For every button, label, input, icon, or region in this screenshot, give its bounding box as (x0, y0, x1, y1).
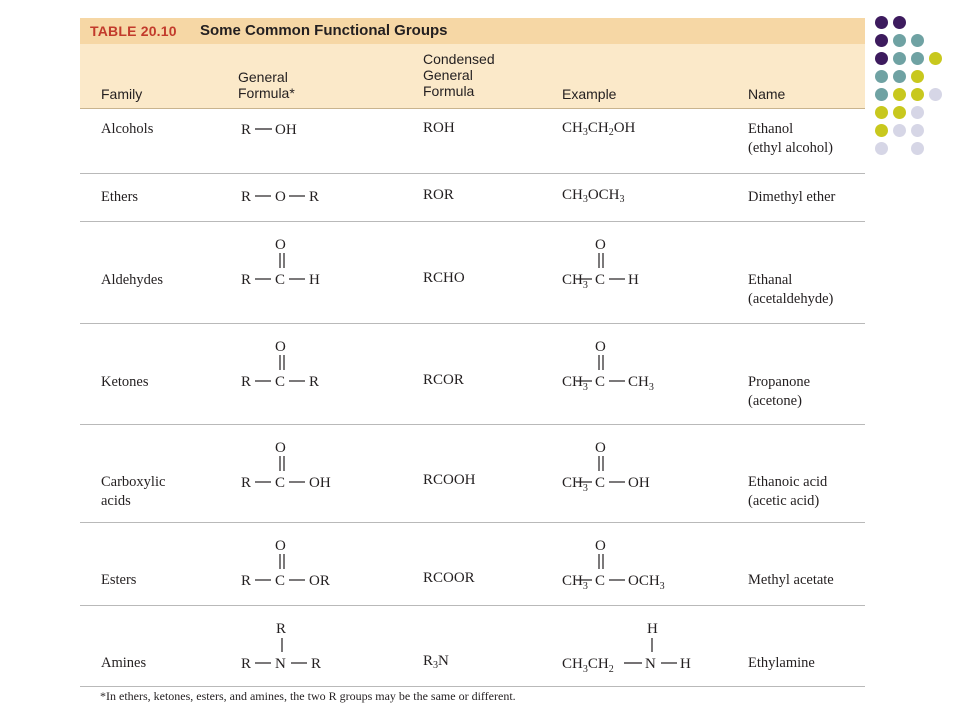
table-row (80, 425, 865, 523)
table-row (80, 222, 865, 324)
header-general-formula: General Formula* (238, 69, 295, 101)
dot (911, 106, 924, 119)
example-structure (560, 324, 730, 424)
svg-text:OH: OH (275, 122, 297, 138)
general-formula-structure (235, 425, 365, 521)
svg-text:OH: OH (628, 475, 650, 491)
svg-text:R: R (241, 573, 252, 589)
svg-text:C: C (595, 272, 606, 288)
svg-text:R: R (276, 621, 287, 637)
family-cell: Ketones (101, 374, 149, 390)
svg-text:H: H (680, 656, 691, 672)
header-example: Example (562, 86, 617, 102)
condensed-formula-cell: RCOOR (423, 570, 475, 586)
svg-text:R: R (241, 272, 252, 288)
svg-text:O: O (275, 339, 286, 355)
svg-text:R: R (241, 656, 252, 672)
dot (875, 52, 888, 65)
condensed-formula-cell: $R_3N$ (423, 653, 449, 671)
name-cell: Ethanal (acetaldehyde) (748, 272, 834, 307)
family-cell: Esters (101, 572, 137, 588)
example-formula: $CH_3OCH_3$ (562, 187, 625, 205)
dot (875, 70, 888, 83)
table-footnote: *In ethers, ketones, esters, and amines, the two R groups may be the same or different. (100, 689, 516, 703)
svg-text:N: N (275, 656, 286, 672)
general-formula-structure (235, 222, 355, 322)
svg-text:C: C (275, 374, 286, 390)
svg-text:R: R (241, 189, 252, 205)
table-number: TABLE 20.10 (90, 23, 177, 39)
dot (911, 34, 924, 47)
svg-text:R: R (241, 374, 252, 390)
general-formula-structure (235, 606, 365, 686)
svg-text:O: O (595, 440, 606, 456)
table-row (80, 174, 865, 222)
svg-text:O: O (595, 237, 606, 253)
decorative-dot-grid (870, 14, 960, 164)
condensed-formula-cell: ROH (423, 120, 455, 136)
svg-text:C: C (275, 272, 286, 288)
svg-text:O: O (275, 189, 286, 205)
svg-text:O: O (275, 237, 286, 253)
header-name: Name (748, 86, 786, 102)
dot (893, 106, 906, 119)
table-title-bar (80, 18, 865, 44)
condensed-formula-cell: ROR (423, 187, 454, 203)
dot (893, 70, 906, 83)
dot (875, 88, 888, 101)
name-cell: Ethylamine (748, 655, 815, 671)
general-formula-structure (235, 324, 355, 424)
svg-text:C: C (595, 573, 606, 589)
svg-text:OCH3: $OCH_3$ (628, 573, 665, 592)
svg-text:CH3: $CH_3$ (562, 374, 588, 393)
table-row (80, 523, 865, 606)
dot (875, 142, 888, 155)
svg-text:N: N (645, 656, 656, 672)
dot (893, 16, 906, 29)
svg-text:C: C (595, 475, 606, 491)
dot (929, 52, 942, 65)
svg-text:O: O (595, 339, 606, 355)
svg-text:OR: OR (309, 573, 330, 589)
svg-text:CH3: $CH_3$ (628, 374, 654, 393)
svg-text:R: R (311, 656, 322, 672)
dot (893, 34, 906, 47)
condensed-formula-cell: RCOOH (423, 472, 476, 488)
svg-text:R: R (309, 189, 320, 205)
name-cell: Ethanol (ethyl alcohol) (748, 121, 833, 156)
general-formula-structure (235, 174, 355, 220)
example-formula: $CH_3CH_2OH$ (562, 120, 636, 138)
condensed-formula-cell: RCOR (423, 372, 464, 388)
general-formula-structure (235, 108, 355, 172)
family-cell: Amines (101, 655, 147, 671)
dot (893, 124, 906, 137)
dot (911, 88, 924, 101)
svg-text:OH: OH (309, 475, 331, 491)
svg-text:O: O (595, 538, 606, 554)
svg-text:H: H (628, 272, 639, 288)
dot (875, 16, 888, 29)
name-cell: Dimethyl ether (748, 189, 836, 205)
svg-text:R: R (309, 374, 320, 390)
header-condensed-formula: Condensed General Formula (423, 51, 495, 99)
dot (875, 106, 888, 119)
family-cell: Aldehydes (101, 272, 164, 288)
family-cell: Carboxylic acids (101, 474, 166, 509)
dot (893, 88, 906, 101)
svg-text:C: C (275, 475, 286, 491)
general-formula-structure (235, 523, 365, 605)
svg-text:CH3: $CH_3$ (562, 272, 588, 291)
dot (911, 142, 924, 155)
dot (875, 34, 888, 47)
table-row (80, 606, 865, 687)
name-cell: Methyl acetate (748, 572, 834, 588)
name-cell: Ethanoic acid (acetic acid) (748, 474, 828, 509)
table-row (80, 108, 865, 174)
dot (911, 52, 924, 65)
table-row (80, 324, 865, 425)
dot (911, 70, 924, 83)
svg-text:H: H (647, 621, 658, 637)
dot (893, 52, 906, 65)
dot (929, 88, 942, 101)
dot (911, 124, 924, 137)
example-structure (560, 425, 730, 521)
name-cell: Propanone (acetone) (748, 374, 811, 409)
condensed-formula-cell: RCHO (423, 270, 465, 286)
example-structure (560, 523, 740, 605)
svg-text:C: C (275, 573, 286, 589)
svg-text:O: O (275, 440, 286, 456)
svg-text:CH3: $CH_3$ (562, 475, 588, 494)
table-title: Some Common Functional Groups (200, 22, 448, 39)
svg-text:C: C (595, 374, 606, 390)
svg-text:CH3: $CH_3$ (562, 573, 588, 592)
svg-text:O: O (275, 538, 286, 554)
svg-text:CH3CH2: $CH_3CH_2$ (562, 656, 614, 675)
family-cell: Alcohols (101, 121, 154, 137)
example-structure (560, 606, 740, 686)
dot (875, 124, 888, 137)
svg-text:R: R (241, 475, 252, 491)
example-structure (560, 222, 720, 322)
svg-text:R: R (241, 122, 252, 138)
family-cell: Ethers (101, 189, 139, 205)
header-family: Family (101, 86, 143, 102)
svg-text:H: H (309, 272, 320, 288)
table-header (80, 44, 865, 109)
